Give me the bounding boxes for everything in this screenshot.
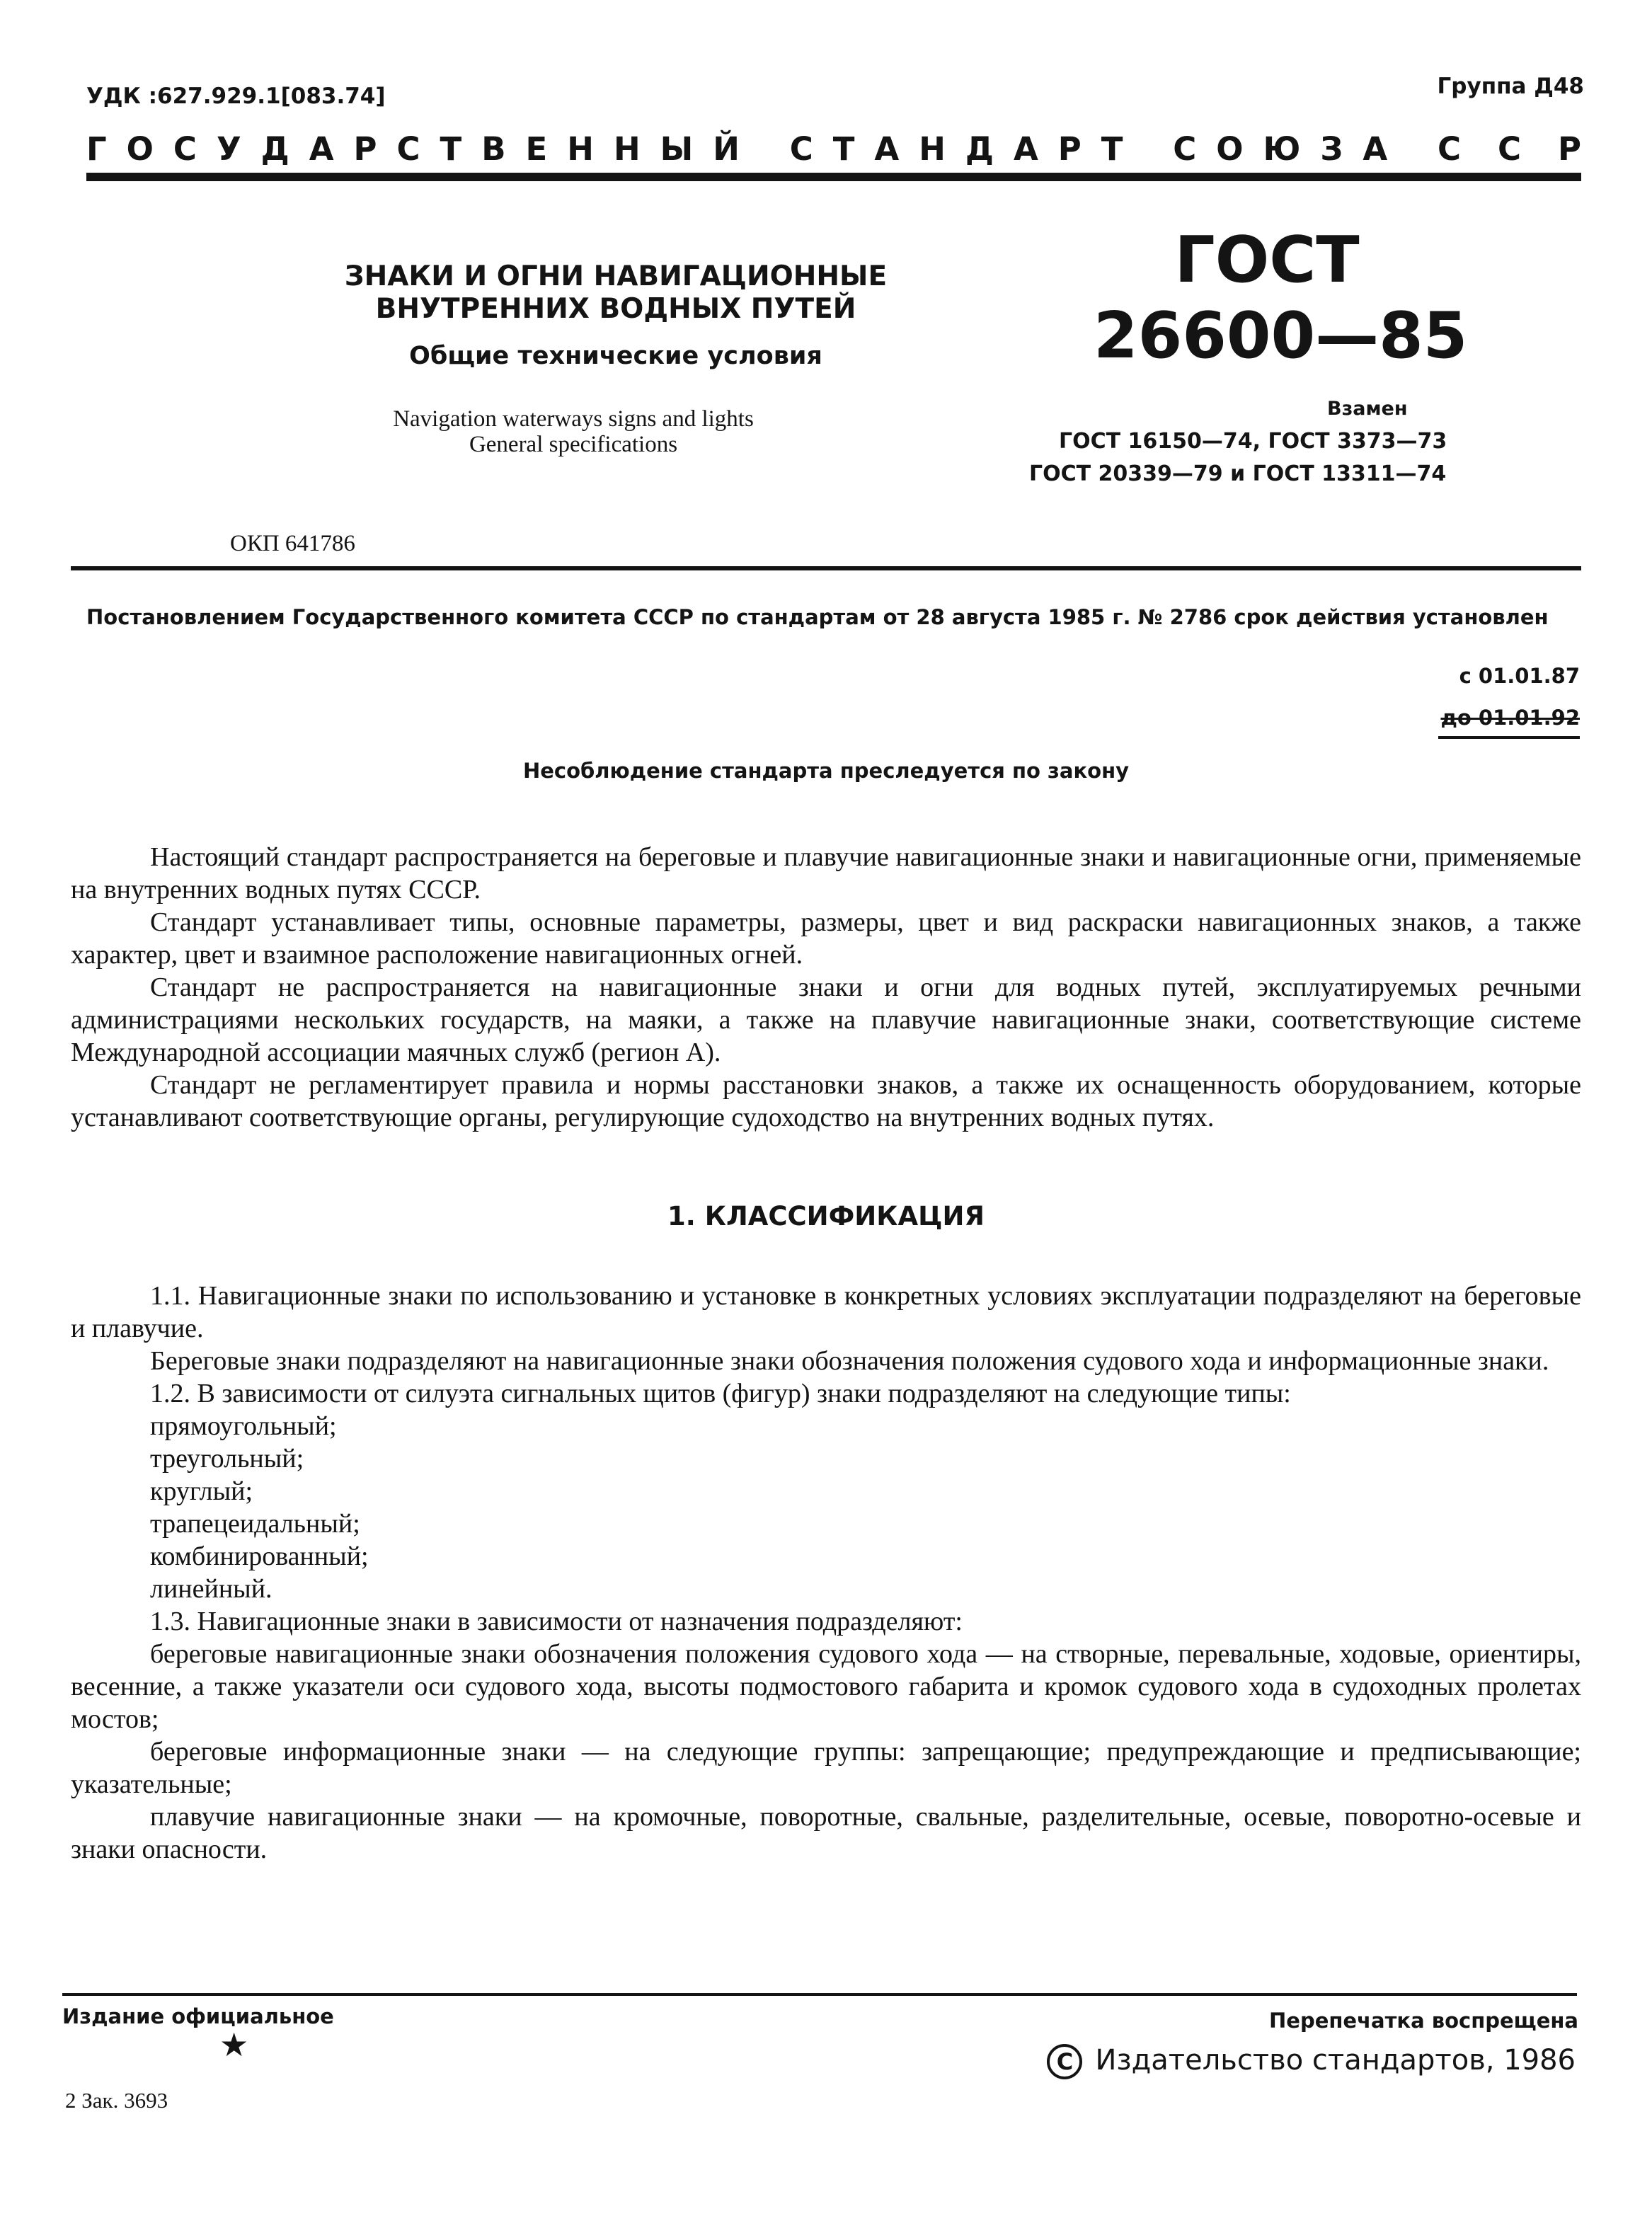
type-list-item: треугольный; [150,1444,304,1474]
clause-1-3-shore-info: береговые информационные знаки — на следующие группы: запрещающие; предупреждающие и предписывающие; указательные; [71,1737,1581,1799]
gost-number: 26600—85 [1094,299,1468,373]
banner-word-standard: СТАНДАРТ [789,130,1143,168]
intro-paragraph: Настоящий стандарт распространяется на береговые и плавучие навигационные знаки и навигационные огни, применяемые на внутренних водных путях СССР. [71,842,1581,905]
clause-1-2: 1.2. В зависимости от силуэта сигнальных щитов (фигур) знаки подразделяют на следующие типы: [150,1379,1291,1408]
banner-word-ussr: ССР [1437,130,1618,168]
standard-banner [86,130,1618,168]
star-icon: ★ [219,2026,249,2064]
replaced-standards-line-2: ГОСТ 20339—79 и ГОСТ 13311—74 [1029,461,1447,486]
copyright [1047,2044,1576,2079]
valid-to-struck: до 01.01.92 [1440,706,1580,730]
english-title [329,406,818,457]
gost-label: ГОСТ [1174,223,1360,297]
intro-section [71,841,1581,1134]
type-list-item: круглый; [150,1476,253,1506]
classification-section [71,1280,1581,1866]
clause-1-1-cont: Береговые знаки подразделяют на навигационные знаки обозначения положения судового хода и информационные знаки. [150,1346,1549,1376]
type-list-item: линейный. [150,1574,273,1604]
title-line-1: ЗНАКИ И ОГНИ НАВИГАЦИОННЫЕ [344,260,888,292]
replaces-label: Взамен [1327,398,1408,420]
english-title-line-2: General specifications [469,432,678,457]
group-code: Группа Д48 [1437,74,1584,99]
title-line-2: ВНУТРЕННИХ ВОДНЫХ ПУТЕЙ [375,293,856,325]
copyright-icon: C [1047,2044,1082,2079]
validity-rule [1438,736,1580,739]
footer-rule [62,1993,1577,1996]
banner-word-state: ГОСУДАРСТВЕННЫЙ [86,130,759,168]
clause-1-3-shore-nav: береговые навигационные знаки обозначения положения судового хода — на створные, перевальные, ходовые, ориентиры, весенние, а также указатели оси судового хода, высоты подмостового габарита и кромок судового хода в судоходных пролетах мостов; [71,1639,1581,1734]
clause-1-3-floating: плавучие навигационные знаки — на кромочные, поворотные, свальные, разделительные, осевые, поворотно-осевые и знаки опасности. [71,1802,1581,1864]
reprint-notice: Перепечатка воспрещена [1269,2009,1578,2033]
okp-code: ОКП 641786 [230,531,355,556]
print-order: 2 Зак. 3693 [65,2088,168,2113]
udk-code: УДК :627.929.1[083.74] [86,84,386,109]
banner-word-union: СОЮЗА [1173,130,1408,168]
title-block-rule [71,566,1581,570]
english-title-line-1: Navigation waterways signs and lights [393,406,754,432]
intro-paragraph: Стандарт не распространяется на навигационные знаки и огни для водных путей, эксплуатируемых речными администрациями нескольких государств, на маяки, а также на плавучие навигационные знаки, соответствующие системе Международной ассоциации маячных служб (регион А). [71,972,1581,1067]
type-list-item: трапецеидальный; [150,1509,360,1539]
valid-from: с 01.01.87 [1459,664,1580,688]
document-title [340,260,892,326]
intro-paragraph: Стандарт устанавливает типы, основные параметры, размеры, цвет и вид раскраски навигационных знаков, а также характер, цвет и взаимное расположение навигационных огней. [71,907,1581,970]
clause-1-3: 1.3. Навигационные знаки в зависимости от назначения подразделяют: [150,1607,963,1636]
section-title-classification: 1. КЛАССИФИКАЦИЯ [667,1201,985,1231]
replaced-standards-line-1: ГОСТ 16150—74, ГОСТ 3373—73 [1059,429,1447,454]
type-list-item: комбинированный; [150,1541,369,1571]
copyright-text: Издательство стандартов, 1986 [1095,2044,1576,2077]
type-list-item: прямоугольный; [150,1411,337,1441]
document-subtitle: Общие технические условия [409,342,822,370]
legal-warning: Несоблюдение стандарта преследуется по закону [522,759,1130,783]
intro-paragraph: Стандарт не регламентирует правила и нормы расстановки знаков, а также их оснащенность оборудованием, которые устанавливают соответствующие органы, регулирующие судоходство на внутренних водных путях. [71,1070,1581,1132]
decree-text: Постановлением Государственного комитета СССР по стандартам от 28 августа 1985 г. № 2786 срок действия установлен [86,605,1549,629]
header-rule [86,173,1581,181]
official-edition: Издание официальное [62,2004,334,2028]
clause-1-1: 1.1. Навигационные знаки по использованию и установке в конкретных условиях эксплуатации подразделяют на береговые и плавучие. [71,1281,1581,1343]
